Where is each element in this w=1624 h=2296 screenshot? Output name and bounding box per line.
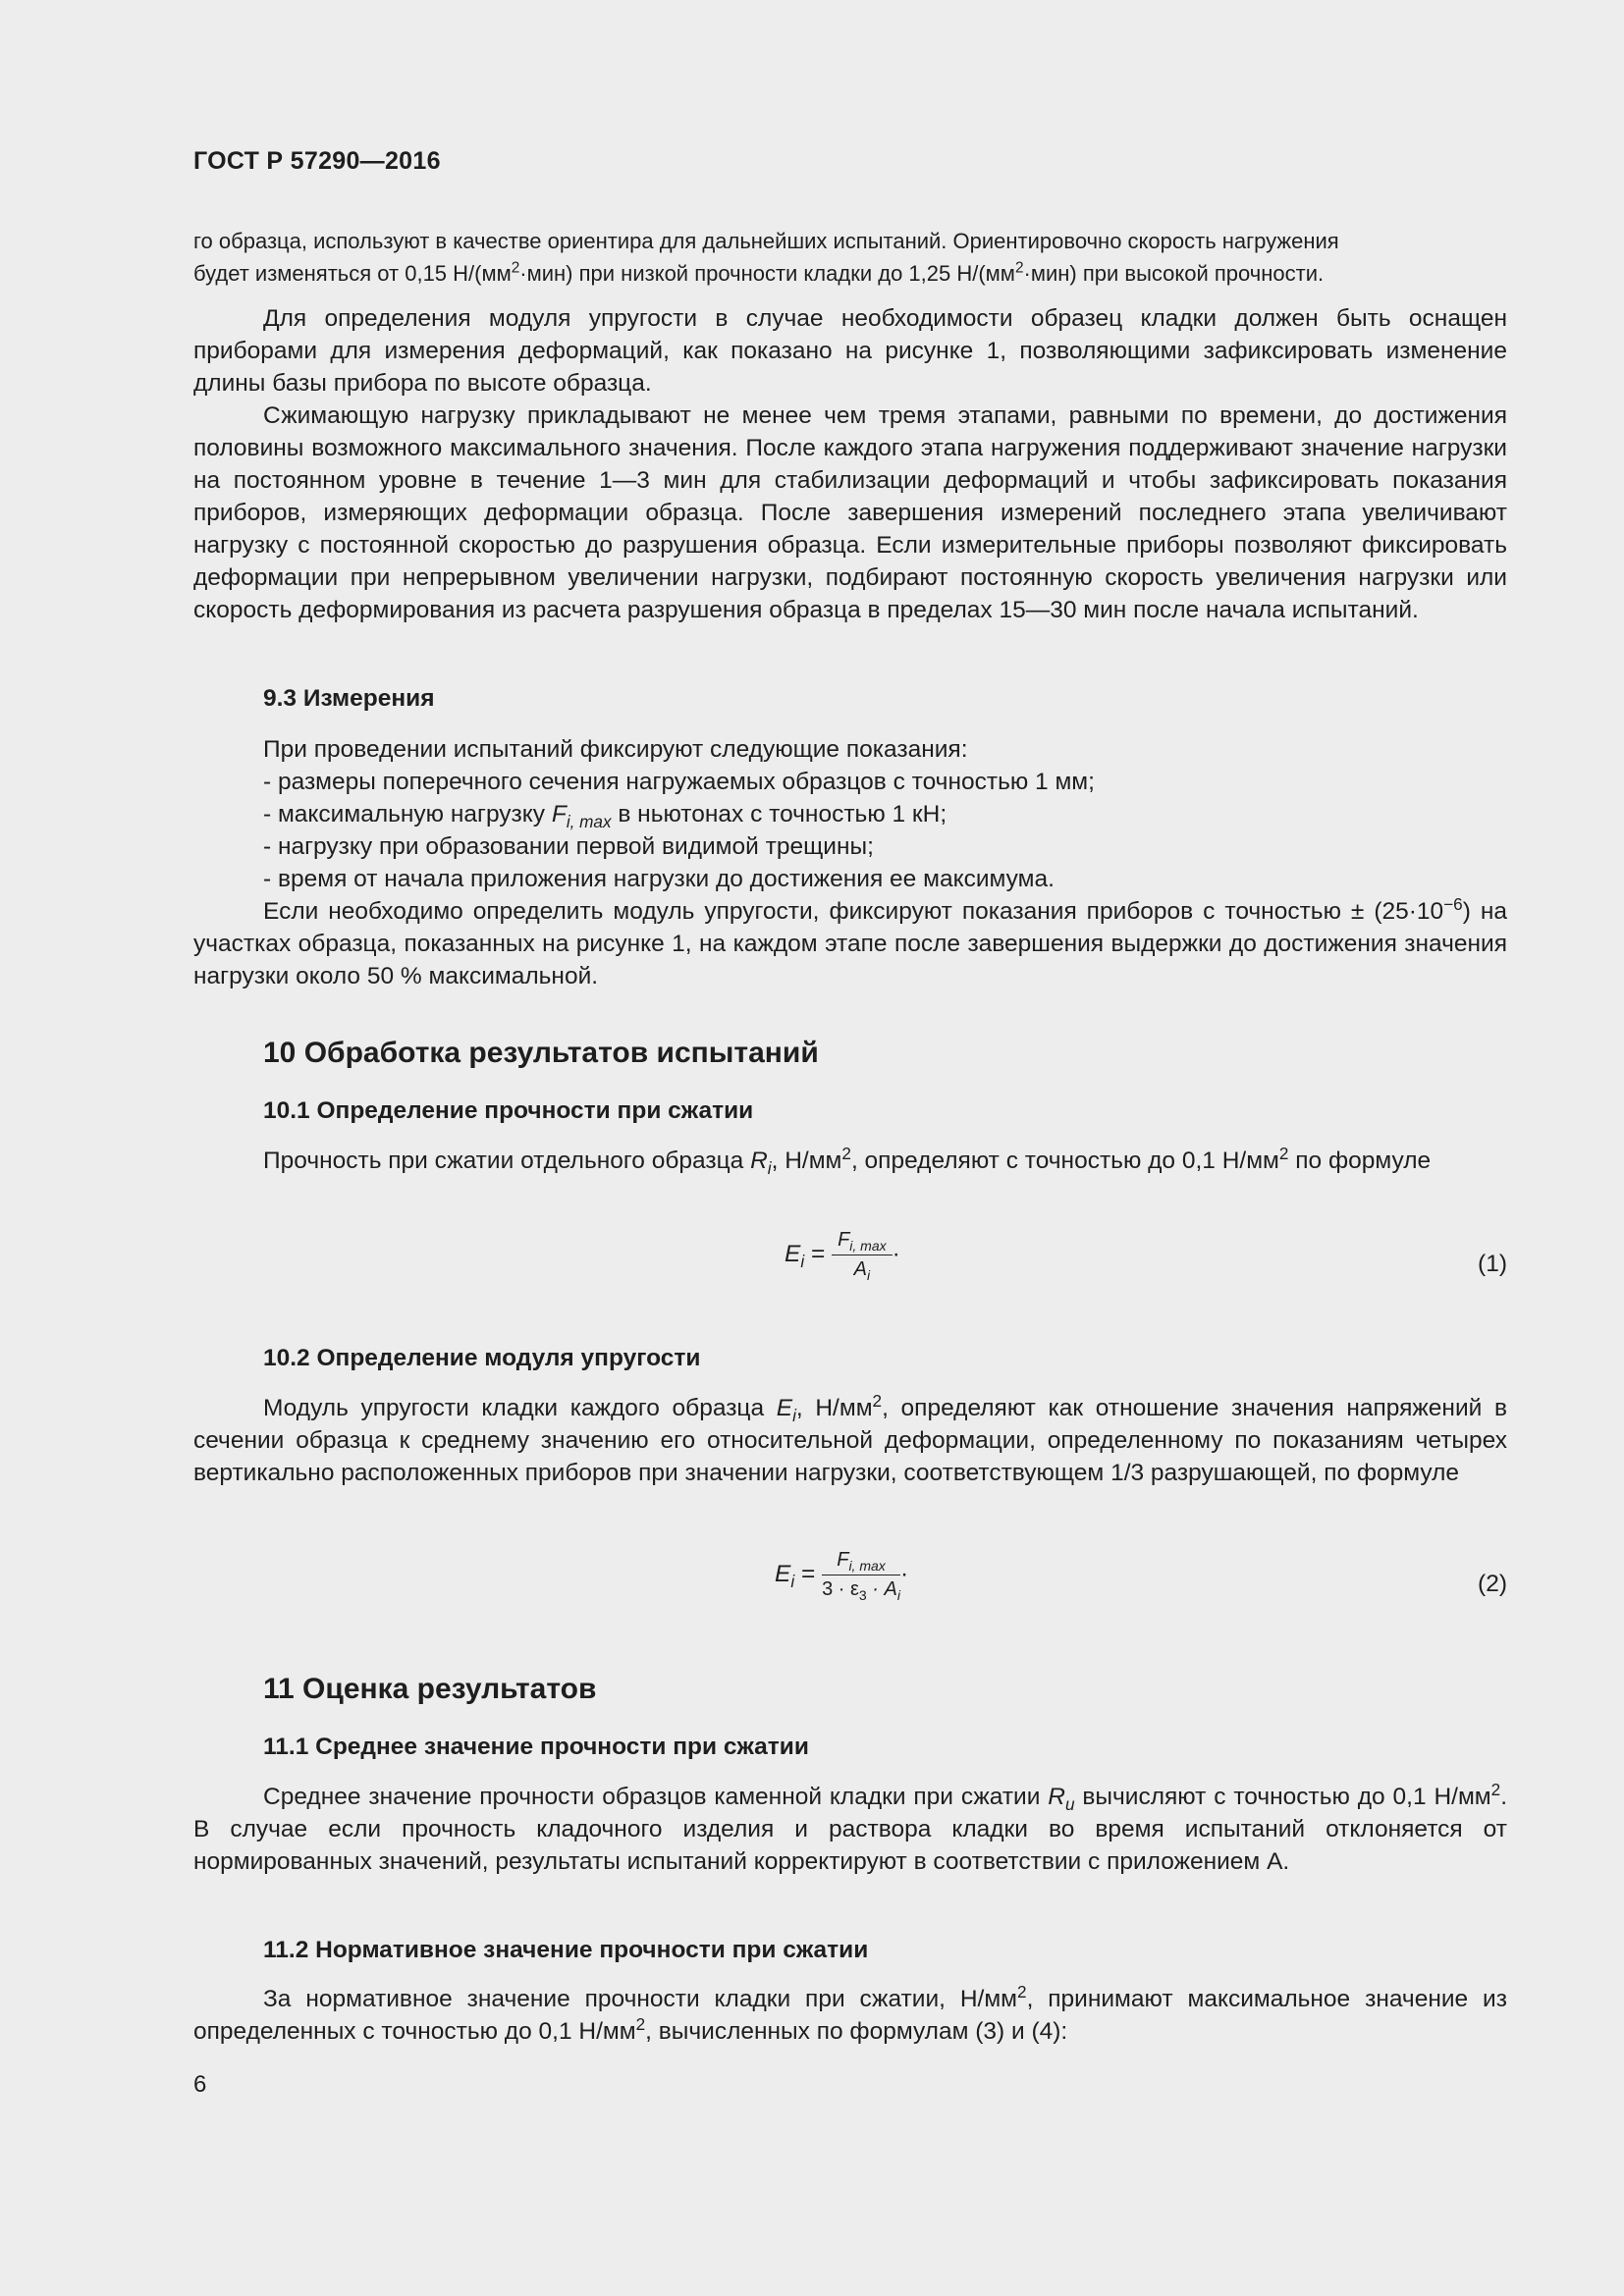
paragraphs-block bbox=[193, 302, 1507, 626]
section-10-2-heading: 10.2 Определение модуля упругости bbox=[263, 1345, 701, 1371]
section-11-2-body bbox=[193, 1983, 1507, 2048]
compressive-strength-paragraph: Прочность при сжатии отдельного образца $R_i$, $Н/мм^2$, определяют с точностью до 0,1 $Н/мм^2$ по формуле bbox=[263, 1143, 1432, 1178]
intro-line-1: го образца, используют в качестве ориентира для дальнейших испытаний. Ориентировочно скорость нагружения bbox=[193, 229, 1339, 253]
section-10-1-body bbox=[193, 1145, 1507, 1177]
section-11-2-heading: 11.2 Нормативное значение прочности при сжатии bbox=[263, 1937, 869, 1963]
section-11-1 bbox=[193, 1734, 1507, 1761]
section-10-2 bbox=[193, 1345, 1507, 1372]
section-10-2-body bbox=[193, 1392, 1507, 1489]
section-11-1-heading: 11.1 Среднее значение прочности при сжатии bbox=[263, 1734, 809, 1760]
mean-strength-paragraph: Среднее значение прочности образцов каменной кладки при сжатии $R_u$ вычисляют с точностью до 0,1 $Н/мм^2$. В случае если прочность кладочного изделия и раствора кладки во время испытаний отклоняется от нормированных значений, результаты испытаний корректируют в соответствии с приложением А. bbox=[193, 1779, 1507, 1875]
measurement-item-2: - максимальную нагрузку $F_{i, max}$ в ньютонах с точностью 1 кН; bbox=[263, 801, 947, 831]
section-11-heading: 11 Оценка результатов bbox=[263, 1673, 597, 1705]
formula-2-fraction: $\frac{F_{i, max}}{3 \cdot \varepsilon_3 \cdot A_i}$ bbox=[822, 1549, 900, 1603]
formula-2: $E_i$ = $\frac{F_{i, max}}{3 \cdot \varepsilon_3 \cdot A_i}$ · bbox=[775, 1549, 909, 1603]
paragraph-loading-stages: Сжимающую нагрузку прикладывают не менее чем тремя этапами, равными по времени, до достижения половины возможного максимального значения. После каждого этапа нагружения поддерживают значение нагрузки на постоянном уровне в течение 1—3 мин для стабилизации деформаций и чтобы зафиксировать показания приборов, измеряющих деформации образца. После завершения измерений последнего этапа увеличивают нагрузку с постоянной скоростью до разрушения образца. Если измерительные приборы позволяют фиксировать деформации при непрерывном увеличении нагрузки, подбирают постоянную скорость увеличения нагрузки или скорость деформирования из расчета разрушения образца в пределах 15—30 мин после начала испытаний. bbox=[193, 402, 1507, 623]
section-11-2 bbox=[193, 1937, 1507, 1964]
paragraph-strain-gauges: Для определения модуля упругости в случае необходимости образец кладки должен быть оснащен приборами для измерения деформаций, как показано на рисунке 1, позволяющими зафиксировать изменение длины базы прибора по высоте образца. bbox=[193, 305, 1507, 397]
normative-strength-paragraph: За нормативное значение прочности кладки при сжатии, $Н/мм^2$, принимают максимальное значение из определенных с точностью до 0,1 $Н/мм^2$, вычисленных по формулам (3) и (4): bbox=[193, 1981, 1507, 2045]
section-11 bbox=[193, 1673, 1507, 1706]
section-10 bbox=[193, 1037, 1507, 1070]
elastic-modulus-paragraph: Модуль упругости кладки каждого образца $E_i$, $Н/мм^2$, определяют как отношение значения напряжений в сечении образца к среднему значению его относительной деформации, определенному по показаниям четырех вертикально расположенных приборов при значении нагрузки, соответствующем 1/3 разрушающей, по формуле bbox=[193, 1390, 1507, 1486]
section-11-1-body bbox=[193, 1781, 1507, 1878]
measurements-lead: При проведении испытаний фиксируют следующие показания: bbox=[263, 736, 968, 763]
formula-1-row bbox=[193, 1229, 1507, 1308]
section-10-1-heading: 10.1 Определение прочности при сжатии bbox=[263, 1097, 754, 1124]
document-header: ГОСТ Р 57290—2016 bbox=[193, 147, 441, 175]
section-10-heading: 10 Обработка результатов испытаний bbox=[263, 1037, 819, 1069]
page-number: 6 bbox=[193, 2071, 207, 2098]
formula-1-fraction: $\frac{F_{i, max}}{A_i}$ bbox=[832, 1229, 893, 1281]
measurement-item-4: - время от начала приложения нагрузки до достижения ее максимума. bbox=[263, 866, 1055, 892]
formula-2-number: (2) bbox=[1478, 1571, 1507, 1597]
intro-continuation bbox=[193, 225, 1507, 290]
section-10-1 bbox=[193, 1097, 1507, 1125]
measurement-accuracy-paragraph: Если необходимо определить модуль упругости, фиксируют показания приборов с точностью ± $(25\cdot 10^{-6})$ на участках образца, показанных на рисунке 1, на каждом этапе после завершения выдержки до достижения значения нагрузки около 50 % максимальной. bbox=[193, 893, 1508, 989]
measurement-item-1: - размеры поперечного сечения нагружаемых образцов с точностью 1 мм; bbox=[263, 769, 1095, 795]
section-9-3-heading: 9.3 Измерения bbox=[263, 685, 435, 712]
measurement-item-3: - нагрузку при образовании первой видимой трещины; bbox=[263, 833, 874, 860]
section-9-3 bbox=[193, 685, 1507, 713]
formula-1-number: (1) bbox=[1478, 1251, 1507, 1277]
section-9-3-body bbox=[193, 733, 1507, 992]
formula-1: $E_i$ = $\frac{F_{i, max}}{A_i}$ · bbox=[785, 1229, 900, 1283]
intro-line-2: будет изменяться от 0,15 $Н/(мм^2\cdot мин)$ при низкой прочности кладки до 1,25 $Н/(мм^2\cdot мин)$ при высокой прочности. bbox=[193, 259, 1325, 286]
formula-2-row bbox=[193, 1549, 1507, 1628]
